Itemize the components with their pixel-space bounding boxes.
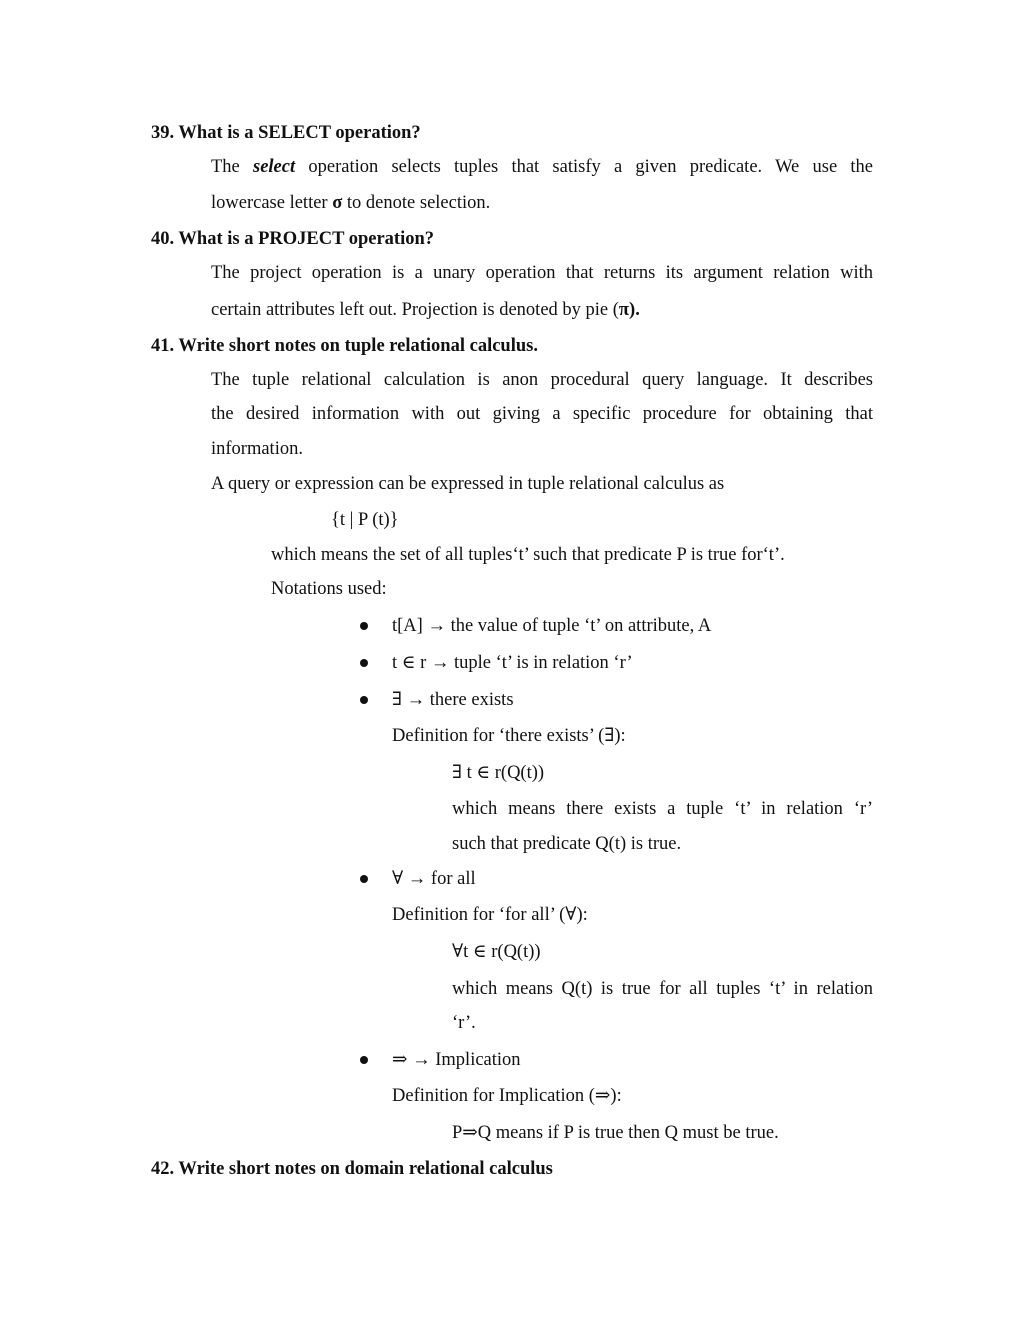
bullet-dot [360, 1056, 368, 1064]
forall-definition-title: Definition for ‘for all’ (∀): [392, 905, 588, 925]
implication-definition-title: Definition for Implication (⇒): [392, 1086, 622, 1106]
implication-expression: P⇒Q means if P is true then Q must be true. [452, 1123, 779, 1143]
select-term: select [253, 157, 296, 177]
notation-item: ∀ → for all [392, 869, 476, 889]
exists-description-line-2: such that predicate Q(t) is true. [452, 834, 682, 854]
pi-symbol: π). [618, 300, 640, 320]
tuple-expression: {t | P (t)} [331, 510, 399, 530]
question-42-heading: 42. Write short notes on domain relational calculus [151, 1159, 553, 1179]
forall-expression: ∀t ∈ r(Q(t)) [452, 942, 541, 962]
text-run: The [211, 157, 253, 177]
question-40-heading: 40. What is a PROJECT operation? [151, 229, 435, 249]
bullet-dot [360, 696, 368, 704]
question-41-heading: 41. Write short notes on tuple relational calculus. [151, 336, 538, 356]
question-41-line-4: A query or expression can be expressed in tuple relational calculus as [211, 474, 725, 494]
text-run: lowercase letter [211, 193, 333, 213]
notation-item: t ∈ r → tuple ‘t’ is in relation ‘r’ [392, 653, 633, 673]
question-39-answer-line-2 [211, 192, 873, 214]
question-41-line-3: information. [211, 439, 303, 459]
exists-expression: ∃ t ∈ r(Q(t)) [452, 763, 545, 783]
bullet-dot [360, 622, 368, 630]
bullet-dot [360, 875, 368, 883]
question-41-line-1: The tuple relational calculation is anon procedural query language. It describes [211, 370, 873, 390]
exists-definition-title: Definition for ‘there exists’ (∃): [392, 726, 626, 746]
exists-description-line-1: which means there exists a tuple ‘t’ in relation ‘r’ [452, 799, 873, 819]
text-run: to denote selection. [342, 193, 491, 213]
question-39-answer-line-1 [211, 156, 873, 178]
text-run: operation selects tuples that satisfy a given predicate. We use the [295, 157, 873, 177]
question-39-heading: 39. What is a SELECT operation? [151, 123, 421, 143]
sigma-symbol: σ [332, 193, 343, 213]
bullet-dot [360, 659, 368, 667]
notation-item: ∃ → there exists [392, 690, 514, 710]
question-40-answer-line-1: The project operation is a unary operation that returns its argument relation with [211, 263, 873, 283]
forall-description-line-2: ‘r’. [452, 1013, 476, 1033]
expression-meaning: which means the set of all tuples‘t’ such that predicate P is true for‘t’. [271, 545, 785, 565]
notation-item: ⇒ → Implication [392, 1050, 521, 1070]
text-run: certain attributes left out. Projection is denoted by pie ( [211, 300, 619, 320]
forall-description-line-1: which means Q(t) is true for all tuples ‘t’ in relation [452, 979, 873, 999]
question-41-line-2: the desired information with out giving a specific procedure for obtaining that [211, 404, 873, 424]
notations-label: Notations used: [271, 579, 387, 599]
question-40-answer-line-2 [211, 299, 873, 321]
notation-item: t[A] → the value of tuple ‘t’ on attribute, A [392, 616, 712, 636]
